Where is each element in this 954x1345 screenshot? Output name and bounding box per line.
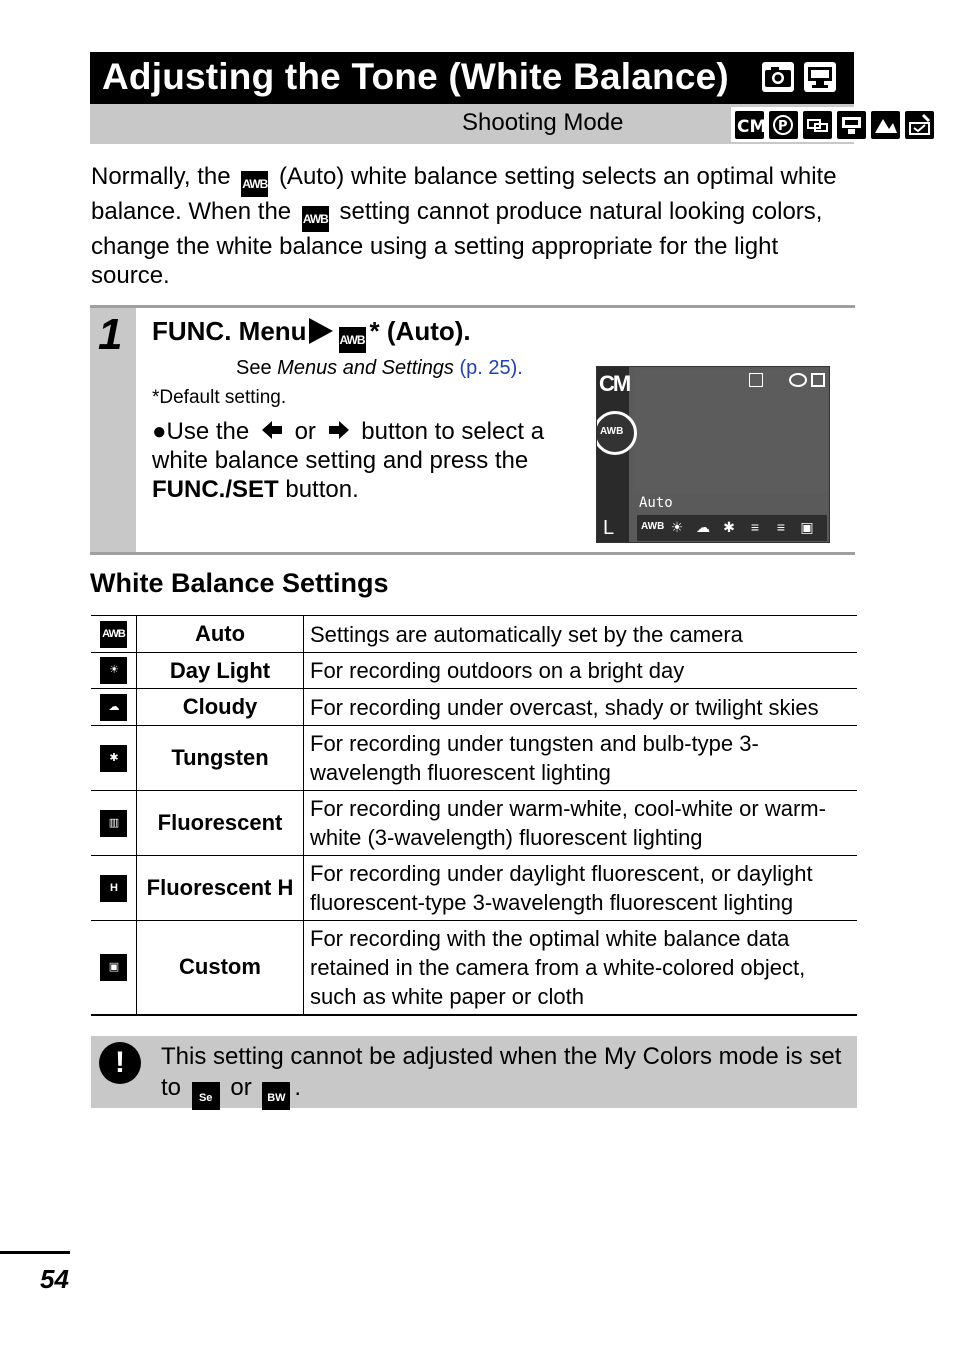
table-desc-cell: Settings are automatically set by the camera	[304, 616, 858, 653]
table-desc-cell: For recording outdoors on a bright day	[304, 653, 858, 689]
table-icon-cell	[91, 921, 137, 1015]
instruction-text-1: Use the	[166, 418, 250, 445]
movie-icon	[804, 62, 836, 92]
section-heading: White Balance Settings	[90, 568, 389, 598]
table-name-cell: Cloudy	[137, 689, 304, 726]
lcd-selected-item-highlight	[596, 411, 637, 455]
table-icon-cell	[91, 689, 137, 726]
mode-cm-icon	[735, 111, 764, 139]
table-name-cell: Fluorescent	[137, 791, 304, 856]
caution-icon: !	[99, 1042, 141, 1084]
note-text-1: This setting cannot be adjusted when the My Colors mode is set to	[161, 1043, 842, 1101]
lcd-mode-indicator: CM	[599, 371, 630, 396]
table-name-cell: Auto	[137, 616, 304, 653]
camera-icon	[762, 62, 794, 92]
lcd-preview-area	[633, 369, 827, 493]
step-heading-suffix: * (Auto).	[369, 316, 471, 346]
table-row	[91, 689, 857, 726]
lcd-wb-option-icon: ≡	[750, 519, 760, 535]
default-setting-note: *Default setting.	[152, 387, 287, 408]
table-desc-cell: For recording with the optimal white balance data retained in the camera from a white-colored object, such as white paper or cloth	[304, 921, 858, 1015]
table-icon-cell	[91, 653, 137, 689]
instruction-text-2: button to select a white balance setting and press the	[152, 418, 545, 474]
table-name-cell: Custom	[137, 921, 304, 1015]
wb-mode-icon: ☀	[100, 657, 127, 684]
page-number: 54	[40, 1264, 69, 1294]
lcd-eye-icon	[789, 373, 807, 387]
lcd-wb-option-icon: ☁	[696, 519, 710, 535]
table-row	[91, 653, 857, 689]
svg-text:CM: CM	[737, 117, 764, 137]
table-icon-cell	[91, 856, 137, 921]
svg-text:P: P	[778, 119, 788, 134]
wb-mode-icon: H	[100, 875, 127, 902]
lcd-awb-label: AWB	[600, 426, 624, 437]
mode-scene-icon	[871, 111, 900, 139]
awb-icon: AWB	[339, 327, 366, 353]
wb-mode-icon: ☁	[100, 694, 127, 721]
note-end: .	[294, 1074, 302, 1101]
table-row	[91, 726, 857, 791]
caution-note-box	[91, 1036, 857, 1108]
lcd-wb-option-icon: ▣	[800, 519, 814, 535]
sepia-icon: Se	[192, 1082, 220, 1110]
menu-arrow-icon	[309, 318, 333, 344]
lcd-wb-option-icon: ☀	[670, 519, 684, 535]
camera-lcd-screen	[596, 366, 830, 543]
table-row	[91, 856, 857, 921]
wb-mode-icon: ✱	[100, 745, 127, 772]
step-heading-prefix: FUNC. Menu	[152, 316, 307, 346]
see-prefix: See	[236, 357, 278, 379]
table-desc-cell: For recording under daylight fluorescent, or daylight fluorescent-type 3-wavelength fluorescent lighting	[304, 856, 858, 921]
mode-movie-icon	[837, 111, 866, 139]
left-arrow-icon	[262, 417, 282, 446]
wb-mode-icon: ▣	[100, 954, 127, 981]
table-desc-cell: For recording under overcast, shady or twilight skies	[304, 689, 858, 726]
bullet: ●	[152, 418, 167, 445]
page-reference-link[interactable]: (p. 25).	[459, 357, 523, 379]
footer-rule	[0, 1251, 70, 1254]
table-icon-cell	[91, 726, 137, 791]
right-arrow-icon	[329, 417, 349, 446]
caution-note-text	[161, 1041, 851, 1110]
intro-text-3: setting cannot produce natural looking colors, change the white balance using a setting appropriate for the light source.	[91, 198, 823, 289]
lcd-lock-icon	[811, 373, 825, 387]
wb-mode-icon: ▥	[100, 810, 127, 837]
step-number-column	[90, 308, 136, 552]
table-desc-cell: For recording under tungsten and bulb-type 3-wavelength fluorescent lighting	[304, 726, 858, 791]
step-number: 1	[98, 310, 123, 359]
shooting-mode-icons	[731, 107, 942, 142]
table-row	[91, 791, 857, 856]
page-title: Adjusting the Tone (White Balance)	[102, 56, 729, 97]
lcd-frame-icon	[749, 373, 763, 387]
lcd-size-indicator: L	[603, 517, 615, 539]
table-name-cell: Tungsten	[137, 726, 304, 791]
instruction-text-3: button.	[285, 476, 359, 503]
func-set-label: FUNC./SET	[152, 476, 279, 503]
intro-text-2: (Auto) white balance setting selects an optimal white balance. When the	[91, 163, 837, 225]
wb-mode-icon: AWB	[100, 621, 127, 648]
table-icon-cell	[91, 616, 137, 653]
table-desc-cell: For recording under warm-white, cool-white or warm-white (3-wavelength) fluorescent lighting	[304, 791, 858, 856]
table-name-cell: Day Light	[137, 653, 304, 689]
see-title: Menus and Settings	[277, 357, 454, 379]
mode-portrait-icon	[769, 111, 798, 139]
see-reference	[236, 357, 523, 380]
table-name-cell: Fluorescent H	[137, 856, 304, 921]
step-heading	[152, 316, 471, 353]
lcd-auto-label: Auto	[639, 495, 673, 511]
awb-icon: AWB	[302, 206, 329, 232]
table-icon-cell	[91, 791, 137, 856]
awb-icon: AWB	[241, 171, 268, 197]
lcd-wb-option-icon: ≡	[776, 519, 786, 535]
mode-custom-icon	[905, 111, 934, 139]
step-instruction	[152, 417, 572, 504]
note-or: or	[230, 1074, 252, 1101]
white-balance-table	[91, 615, 857, 1016]
lcd-wb-option-icon: ✱	[723, 519, 735, 535]
shooting-mode-label: Shooting Mode	[462, 109, 624, 136]
instruction-or: or	[294, 418, 316, 445]
lcd-wb-option-icon: AWB	[641, 521, 665, 532]
table-row	[91, 616, 857, 653]
table-row	[91, 921, 857, 1015]
intro-paragraph	[91, 162, 861, 290]
black-white-icon: BW	[262, 1082, 290, 1110]
shooting-mode-bar	[90, 104, 854, 144]
mode-stitch-icon	[803, 111, 832, 139]
title-bar	[90, 52, 854, 104]
intro-text-1: Normally, the	[91, 163, 231, 190]
